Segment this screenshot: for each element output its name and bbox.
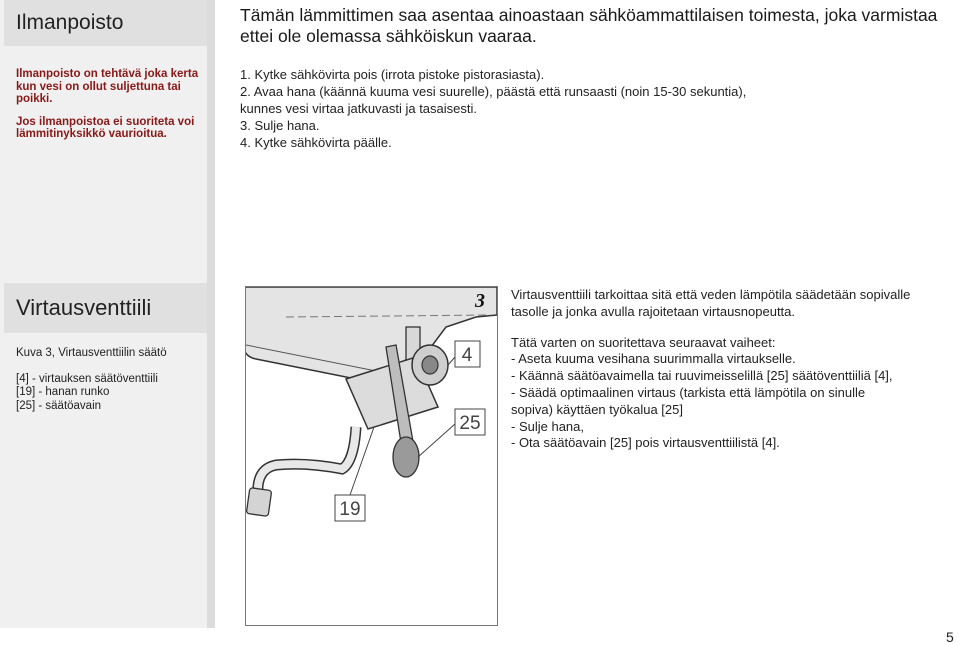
valve-figure — [245, 286, 498, 626]
figure-caption — [16, 347, 204, 413]
description-line: - Säädä optimaalinen virtaus (tarkista että lämpötila on sinulle — [511, 384, 866, 400]
legend-item: [25] - säätöavain — [16, 399, 102, 412]
step-line: 2. Avaa hana (käännä kuuma vesi suurelle), päästä että runsaasti (noin 15-30 sekuntia), — [240, 84, 747, 99]
description-line: - Aseta kuuma vesihana suurimmalla virtaukselle. — [511, 351, 796, 367]
description-line: - Ota säätöavain [25] pois virtausventtiilistä [4]. — [511, 435, 780, 451]
step-line: kunnes vesi virtaa jatkuvasti ja tasaisesti. — [240, 101, 477, 116]
description-line: sopiva) käyttäen työkalua [25] — [511, 401, 683, 417]
step-line: 4. Kytke sähkövirta päälle. — [240, 135, 392, 150]
callout-label: 19 — [339, 499, 361, 520]
section-heading-virtausventtiili: Virtausventtiili — [4, 283, 207, 333]
figure-caption-title: Kuva 3, Virtausventtiilin säätö — [16, 347, 167, 359]
sidebar-note: Ilmanpoisto on tehtävä joka kerta kun vesi on ollut suljettuna tai poikki. — [16, 68, 199, 105]
callout-label: 4 — [461, 345, 473, 366]
section-heading-ilmanpoisto: Ilmanpoisto — [4, 0, 207, 46]
sidebar-note: Jos ilmanpoistoa ei suoriteta voi lämmitinyksikkö vaurioitua. — [16, 115, 195, 140]
warning-text: Tämän lämmittimen saa asentaa ainoastaan sähköammattilaisen toimesta, joka varmistaa ettei ole olemassa sähköiskun vaaraa. — [240, 5, 938, 46]
description-line: Tätä varten on suoritettava seuraavat vaiheet: — [511, 334, 776, 350]
figure-number: 3 — [475, 290, 485, 312]
valve-illustration — [246, 287, 497, 625]
legend-item: [4] - virtauksen säätöventtiili — [16, 372, 158, 385]
sidebar-divider — [207, 0, 215, 628]
sidebar-notes — [16, 68, 204, 151]
description-line: - Sulje hana, — [511, 418, 584, 434]
step-line: 3. Sulje hana. — [240, 118, 320, 133]
callout-label: 25 — [459, 413, 481, 434]
legend-item: [19] - hanan runko — [16, 386, 110, 398]
page-number: 5 — [946, 629, 954, 645]
valve-description — [511, 287, 951, 452]
bleeding-steps — [240, 66, 955, 151]
description-line: - Käännä säätöavaimella tai ruuvimeisselillä [25] säätöventtiiliä [4], — [511, 368, 893, 384]
description-intro: Virtausventtiili tarkoittaa sitä että veden lämpötila säädetään sopivalle tasolle ja jonka avulla rajoitetaan virtausnopeutta. — [511, 287, 911, 319]
step-line: 1. Kytke sähkövirta pois (irrota pistoke pistorasiasta). — [240, 67, 545, 82]
